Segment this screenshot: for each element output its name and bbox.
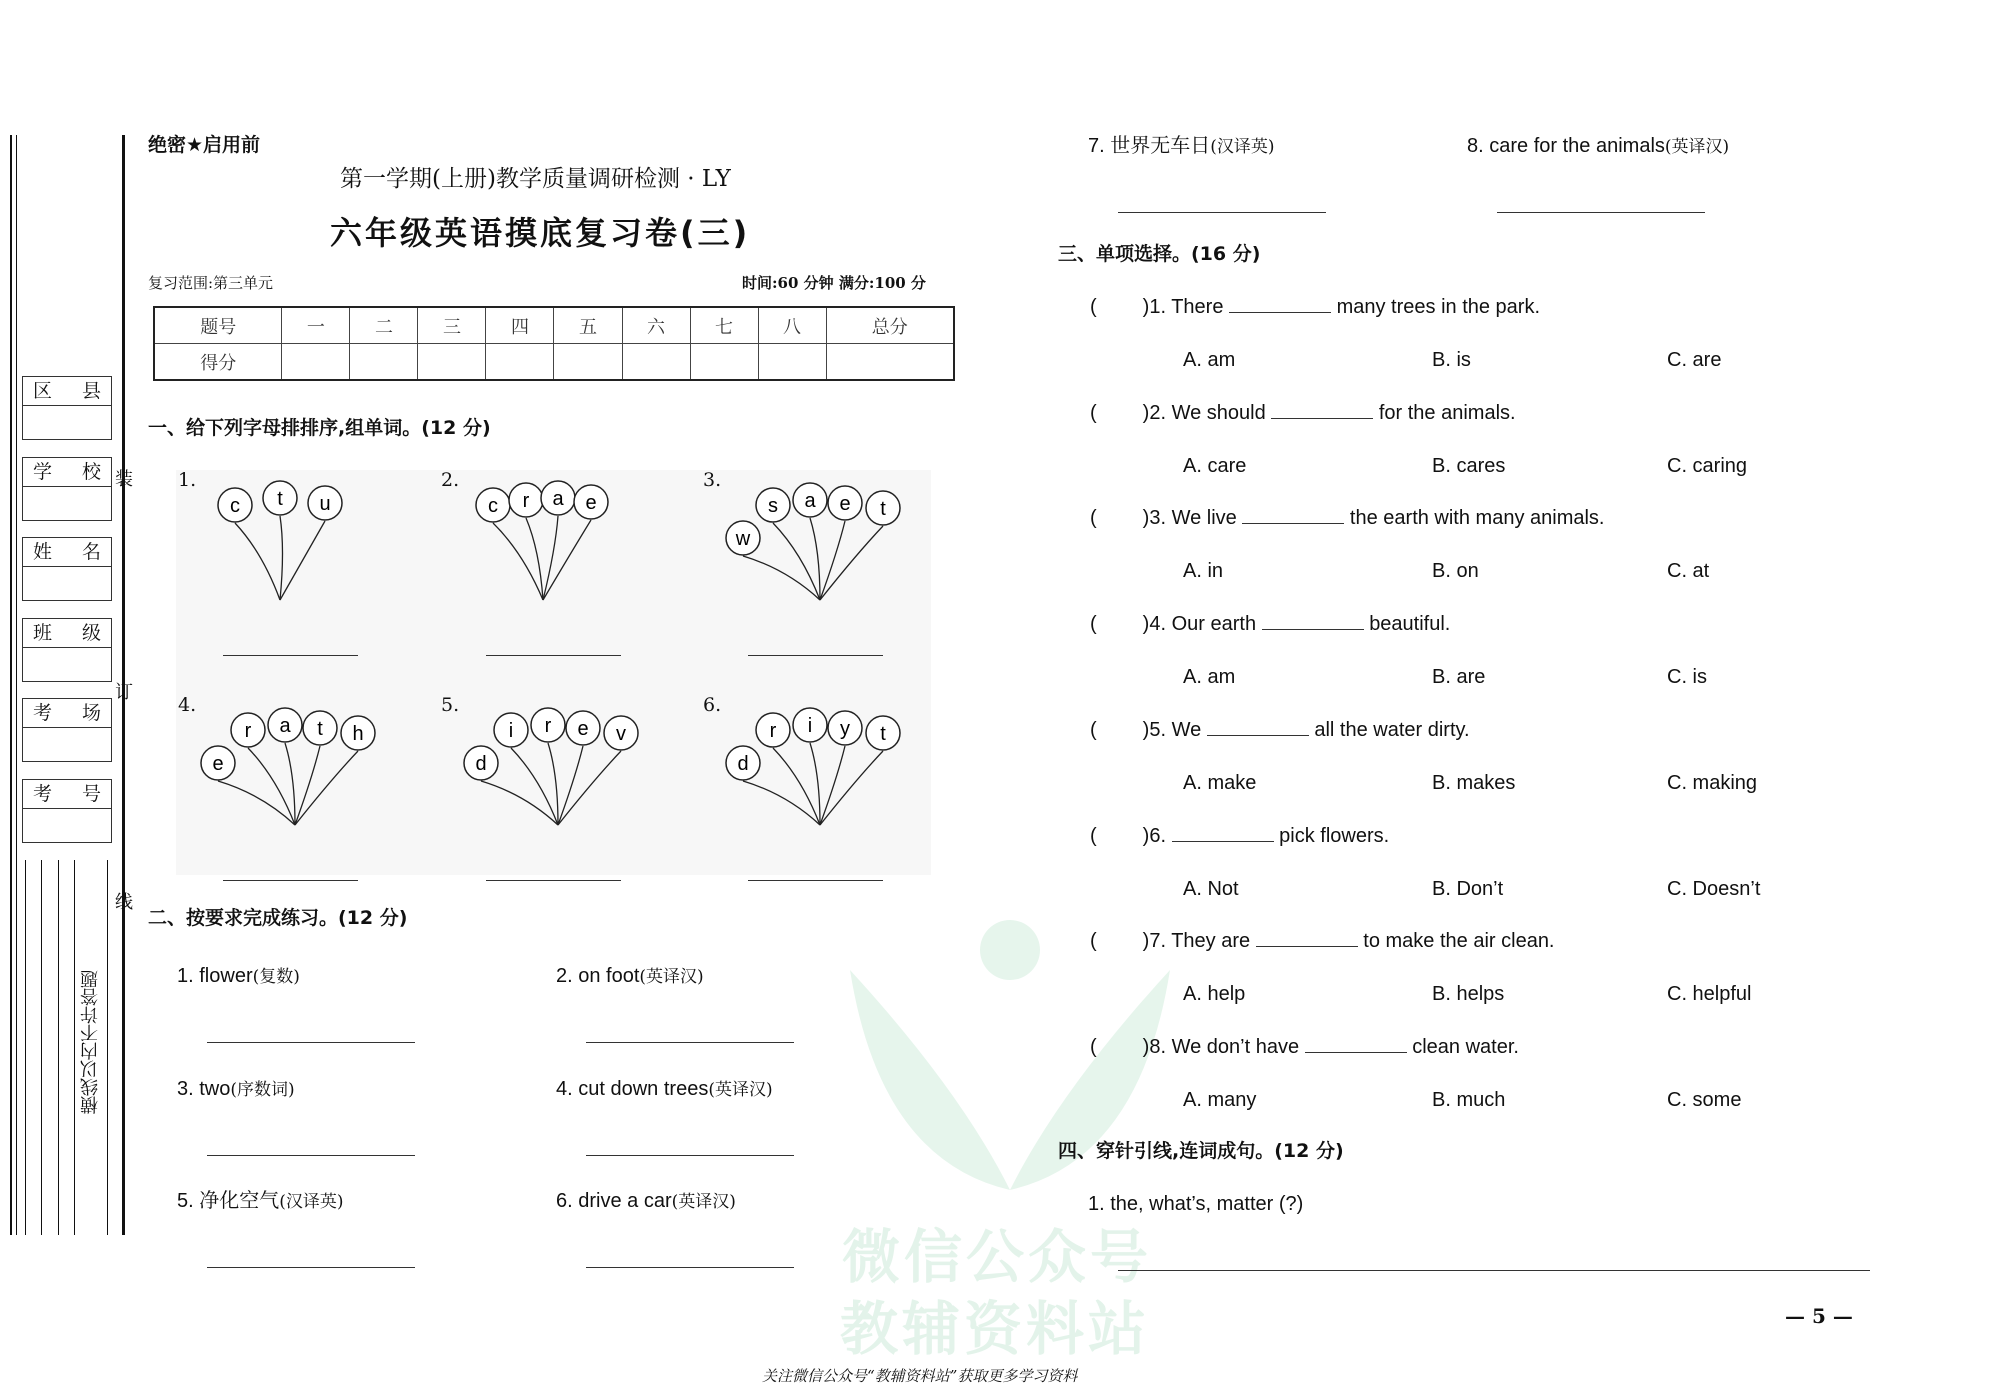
item-number: 7. bbox=[1088, 135, 1105, 157]
score-cell bbox=[282, 344, 350, 381]
score-header: 题号 bbox=[154, 307, 282, 344]
answer-line[interactable] bbox=[748, 880, 883, 881]
exercise-item bbox=[177, 965, 300, 988]
answer-line[interactable] bbox=[207, 1042, 415, 1043]
question-number: )7. bbox=[1142, 930, 1167, 953]
field-label: 县 bbox=[81, 380, 101, 402]
balloon-letter: a bbox=[804, 490, 816, 512]
score-header: 六 bbox=[622, 307, 690, 344]
exercise-item bbox=[1467, 135, 1729, 158]
answer-option[interactable]: C. some bbox=[1667, 1088, 1742, 1111]
score-table bbox=[153, 306, 955, 381]
blank bbox=[1271, 418, 1373, 419]
question-text-after: pick flowers. bbox=[1279, 824, 1390, 847]
question bbox=[1090, 613, 1450, 636]
score-cell bbox=[826, 344, 954, 381]
question bbox=[1090, 1036, 1519, 1059]
item-instruction: (汉译英) bbox=[1210, 137, 1275, 157]
exercise-item bbox=[177, 1190, 344, 1213]
question-text-after: all the water dirty. bbox=[1314, 718, 1470, 741]
balloon bbox=[263, 481, 297, 600]
balloon-cluster bbox=[463, 695, 703, 895]
field-label: 级 bbox=[81, 621, 101, 644]
score-header: 五 bbox=[554, 307, 622, 344]
balloon bbox=[726, 746, 820, 825]
review-scope: 复习范围:第三单元 bbox=[148, 274, 274, 292]
item-number: 8. bbox=[1467, 135, 1484, 157]
answer-line[interactable] bbox=[1118, 212, 1326, 213]
balloon-letter: a bbox=[279, 715, 291, 737]
binding-mark: 装 bbox=[115, 469, 133, 490]
answer-bracket[interactable]: ( bbox=[1090, 824, 1097, 847]
question-number: )6. bbox=[1142, 824, 1167, 847]
no-answer-notice: 横线以内不许答题 bbox=[80, 970, 101, 1114]
balloon-letter: r bbox=[522, 490, 530, 512]
field-label: 考 bbox=[33, 702, 53, 724]
score-cell bbox=[690, 344, 758, 381]
exercise-item bbox=[1088, 135, 1275, 158]
blank bbox=[1207, 735, 1309, 736]
question-text-after: beautiful. bbox=[1369, 613, 1451, 636]
question bbox=[1090, 402, 1516, 425]
item-instruction: (序数词) bbox=[230, 1080, 295, 1100]
student-info-field[interactable] bbox=[22, 779, 112, 843]
student-info-field[interactable] bbox=[22, 376, 112, 440]
answer-bracket[interactable]: ( bbox=[1090, 930, 1097, 953]
balloon-letter: y bbox=[840, 718, 850, 740]
binding-mark: 线 bbox=[115, 892, 133, 913]
answer-bracket[interactable]: ( bbox=[1090, 613, 1097, 636]
exam-title: 六年级英语摸底复习卷(三) bbox=[330, 214, 751, 252]
balloon-letter: i bbox=[807, 715, 813, 737]
question-number: )3. bbox=[1142, 507, 1167, 530]
field-label: 学 bbox=[33, 460, 53, 483]
item-prompt: flower bbox=[199, 965, 253, 987]
field-label: 场 bbox=[81, 702, 101, 724]
balloon-letter: s bbox=[768, 495, 778, 517]
score-cell bbox=[486, 344, 554, 381]
question-text-after: clean water. bbox=[1412, 1035, 1519, 1058]
answer-option[interactable]: B. are bbox=[1432, 666, 1486, 689]
item-instruction: (英译汉) bbox=[671, 1192, 736, 1212]
answer-option[interactable]: B. is bbox=[1432, 349, 1471, 371]
answer-option[interactable]: B. helps bbox=[1432, 983, 1505, 1006]
section1-heading: 一、给下列字母排排序,组单词。(12 分) bbox=[148, 417, 491, 439]
item-number: 1. bbox=[178, 469, 197, 491]
item-instruction: (英译汉) bbox=[1664, 137, 1730, 157]
question-text-before: They are bbox=[1171, 930, 1251, 953]
balloon-letter: i bbox=[508, 720, 514, 742]
item-number: 5. bbox=[177, 1190, 194, 1212]
field-label: 号 bbox=[81, 782, 101, 805]
section2-heading: 二、按要求完成练习。(12 分) bbox=[148, 907, 408, 929]
item-number: 1. bbox=[177, 965, 194, 987]
answer-option[interactable]: A. many bbox=[1183, 1088, 1257, 1111]
score-cell bbox=[758, 344, 826, 381]
answer-option[interactable]: B. Don’t bbox=[1432, 877, 1504, 900]
answer-option[interactable]: C. making bbox=[1667, 771, 1758, 794]
answer-line[interactable] bbox=[586, 1155, 794, 1156]
answer-option[interactable]: A. Not bbox=[1183, 877, 1239, 900]
item-prompt: drive a car bbox=[578, 1190, 672, 1212]
balloon-letter: c bbox=[488, 495, 498, 517]
answer-option[interactable]: C. caring bbox=[1667, 454, 1748, 477]
score-cell bbox=[622, 344, 690, 381]
item-number: 3. bbox=[703, 469, 722, 491]
answer-option[interactable]: A. am bbox=[1183, 349, 1236, 371]
item-number: 6. bbox=[703, 694, 722, 716]
balloon-letter: t bbox=[880, 723, 886, 745]
answer-option[interactable]: B. makes bbox=[1432, 771, 1516, 794]
answer-option[interactable]: C. Doesn’t bbox=[1667, 877, 1761, 900]
question-number: )8. bbox=[1142, 1035, 1167, 1058]
answer-option[interactable]: C. is bbox=[1667, 666, 1707, 689]
balloon-letter: v bbox=[616, 723, 626, 745]
scrambled-words: the, what’s, matter (?) bbox=[1110, 1193, 1304, 1215]
blank bbox=[1229, 312, 1331, 313]
balloon bbox=[509, 483, 543, 600]
question bbox=[1090, 507, 1604, 530]
answer-option[interactable]: C. at bbox=[1667, 560, 1710, 583]
balloon-letter: t bbox=[277, 488, 283, 510]
student-info-field[interactable] bbox=[22, 698, 112, 762]
balloon-letter: d bbox=[475, 753, 487, 775]
score-header: 七 bbox=[690, 307, 758, 344]
blank bbox=[1256, 946, 1358, 947]
answer-option[interactable]: A. care bbox=[1183, 454, 1247, 477]
question-number: )2. bbox=[1142, 401, 1167, 424]
section3-heading: 三、单项选择。(16 分) bbox=[1058, 243, 1261, 265]
balloon bbox=[726, 521, 820, 600]
answer-line[interactable] bbox=[486, 880, 621, 881]
answer-option[interactable]: A. make bbox=[1183, 771, 1257, 794]
question bbox=[1090, 296, 1540, 319]
balloon bbox=[541, 481, 575, 600]
answer-line[interactable] bbox=[1118, 1270, 1870, 1271]
balloon-letter: w bbox=[735, 528, 751, 550]
balloon-letter: h bbox=[352, 723, 364, 745]
answer-option[interactable]: C. are bbox=[1667, 349, 1722, 371]
blank bbox=[1305, 1052, 1407, 1053]
balloon bbox=[464, 746, 558, 825]
exam-subtitle: 第一学期(上册)教学质量调研检测 · LY bbox=[340, 166, 731, 192]
question bbox=[1090, 930, 1555, 953]
question-text-after: for the animals. bbox=[1378, 401, 1516, 424]
binding-mark: 订 bbox=[115, 682, 133, 703]
watermark-line1: 微信公众号 bbox=[842, 1223, 1153, 1291]
field-label: 班 bbox=[33, 621, 53, 644]
balloon-letter: t bbox=[317, 718, 323, 740]
watermark-line2: 教辅资料站 bbox=[840, 1295, 1151, 1363]
item-number: 4. bbox=[178, 694, 197, 716]
score-header: 八 bbox=[758, 307, 826, 344]
item-instruction: (汉译英) bbox=[279, 1192, 344, 1212]
item-number: 4. bbox=[556, 1078, 573, 1100]
item-number: 2. bbox=[441, 469, 460, 491]
item-prompt: two bbox=[199, 1078, 231, 1100]
answer-line[interactable] bbox=[486, 655, 621, 656]
balloon-letter: e bbox=[212, 753, 224, 775]
field-label: 区 bbox=[33, 380, 53, 402]
blank bbox=[1172, 841, 1274, 842]
student-info-field[interactable] bbox=[22, 537, 112, 601]
balloon-cluster bbox=[200, 470, 440, 670]
answer-line[interactable] bbox=[223, 880, 358, 881]
balloon-letter: e bbox=[839, 493, 851, 515]
question-text-after: many trees in the park. bbox=[1336, 296, 1541, 318]
balloon-cluster bbox=[200, 695, 440, 895]
score-cell bbox=[554, 344, 622, 381]
balloon-letter: r bbox=[244, 720, 252, 742]
answer-line[interactable] bbox=[748, 655, 883, 656]
item-prompt: 净化空气 bbox=[199, 1190, 280, 1212]
field-label: 姓 bbox=[33, 541, 53, 563]
balloon-letter: u bbox=[319, 493, 331, 515]
answer-option[interactable]: A. in bbox=[1183, 560, 1224, 583]
question-number: )5. bbox=[1142, 718, 1167, 741]
item-prompt: 世界无车日 bbox=[1110, 135, 1211, 157]
time-and-score: 时间:60 分钟 满分:100 分 bbox=[742, 274, 926, 292]
section4-heading: 四、穿针引线,连词成句。(12 分) bbox=[1058, 1140, 1344, 1162]
item-number: 6. bbox=[556, 1190, 573, 1212]
balloon-cluster bbox=[725, 695, 965, 895]
footer-note: 关注微信公众号“教辅资料站”获取更多学习资料 bbox=[762, 1367, 1078, 1385]
question-number: )4. bbox=[1142, 613, 1167, 636]
item-prompt: cut down trees bbox=[578, 1078, 709, 1100]
page-number: — 5 — bbox=[1785, 1304, 1853, 1328]
question-text-before: We live bbox=[1171, 507, 1237, 530]
question bbox=[1090, 719, 1470, 742]
score-cell bbox=[350, 344, 418, 381]
score-row-label: 得分 bbox=[154, 344, 282, 381]
answer-bracket[interactable]: ( bbox=[1090, 507, 1097, 530]
answer-line[interactable] bbox=[207, 1155, 415, 1156]
exercise-item bbox=[556, 1078, 773, 1101]
balloon-letter: r bbox=[544, 715, 552, 737]
item-prompt: on foot bbox=[578, 965, 640, 987]
student-info-field[interactable] bbox=[22, 618, 112, 682]
balloon-letter: d bbox=[737, 753, 749, 775]
score-header: 总分 bbox=[826, 307, 954, 344]
section4-item bbox=[1088, 1193, 1303, 1216]
balloon-letter: r bbox=[769, 720, 777, 742]
item-number: 3. bbox=[177, 1078, 194, 1100]
question-text-before: Our earth bbox=[1171, 613, 1257, 636]
item-instruction: (复数) bbox=[252, 967, 300, 987]
answer-bracket[interactable]: ( bbox=[1090, 718, 1097, 741]
exercise-item bbox=[556, 965, 704, 988]
question-text-before: There bbox=[1171, 296, 1224, 318]
answer-line[interactable] bbox=[207, 1267, 415, 1268]
student-info-field[interactable] bbox=[22, 457, 112, 521]
balloon-letter: a bbox=[552, 488, 564, 510]
score-header: 三 bbox=[418, 307, 486, 344]
answer-option[interactable]: A. help bbox=[1183, 983, 1246, 1006]
item-prompt: care for the animals bbox=[1489, 135, 1665, 157]
blank bbox=[1262, 629, 1364, 630]
answer-line[interactable] bbox=[586, 1042, 794, 1043]
answer-option[interactable]: B. much bbox=[1432, 1088, 1506, 1111]
question bbox=[1090, 825, 1389, 848]
item-instruction: (英译汉) bbox=[639, 967, 704, 987]
answer-line[interactable] bbox=[1497, 212, 1705, 213]
question-text-before: We don’t have bbox=[1171, 1035, 1300, 1058]
answer-option[interactable]: A. am bbox=[1183, 666, 1236, 689]
balloon-letter: t bbox=[880, 498, 886, 520]
answer-bracket[interactable]: ( bbox=[1090, 296, 1097, 318]
item-number: 5. bbox=[441, 694, 460, 716]
answer-option[interactable]: C. helpful bbox=[1667, 983, 1752, 1006]
exercise-item bbox=[177, 1078, 295, 1101]
blank bbox=[1242, 523, 1344, 524]
score-cell bbox=[418, 344, 486, 381]
question-text-after: to make the air clean. bbox=[1363, 930, 1555, 953]
answer-option[interactable]: B. cares bbox=[1432, 454, 1506, 477]
item-instruction: (英译汉) bbox=[708, 1080, 773, 1100]
field-label: 考 bbox=[33, 782, 53, 805]
question-text-before: We should bbox=[1171, 401, 1266, 424]
answer-bracket[interactable]: ( bbox=[1090, 401, 1097, 424]
item-number: 1. bbox=[1088, 1193, 1105, 1215]
question-text-before: We bbox=[1171, 718, 1202, 741]
secret-label: 绝密★启用前 bbox=[148, 134, 261, 156]
answer-bracket[interactable]: ( bbox=[1090, 1035, 1097, 1058]
balloon-letter: c bbox=[230, 495, 240, 517]
balloon-letter: e bbox=[585, 492, 597, 514]
balloon-letter: e bbox=[577, 718, 589, 740]
balloon bbox=[201, 746, 295, 825]
exercise-item bbox=[556, 1190, 736, 1213]
balloon-cluster bbox=[725, 470, 965, 670]
field-label: 名 bbox=[81, 541, 101, 563]
answer-line[interactable] bbox=[586, 1267, 794, 1268]
field-label: 校 bbox=[81, 460, 101, 483]
balloon-cluster bbox=[463, 470, 703, 670]
answer-line[interactable] bbox=[223, 655, 358, 656]
question-number: )1. bbox=[1142, 296, 1167, 318]
score-header: 二 bbox=[350, 307, 418, 344]
item-number: 2. bbox=[556, 965, 573, 987]
score-header: 一 bbox=[282, 307, 350, 344]
score-header: 四 bbox=[486, 307, 554, 344]
answer-option[interactable]: B. on bbox=[1432, 560, 1479, 583]
question-text-after: the earth with many animals. bbox=[1349, 507, 1605, 530]
